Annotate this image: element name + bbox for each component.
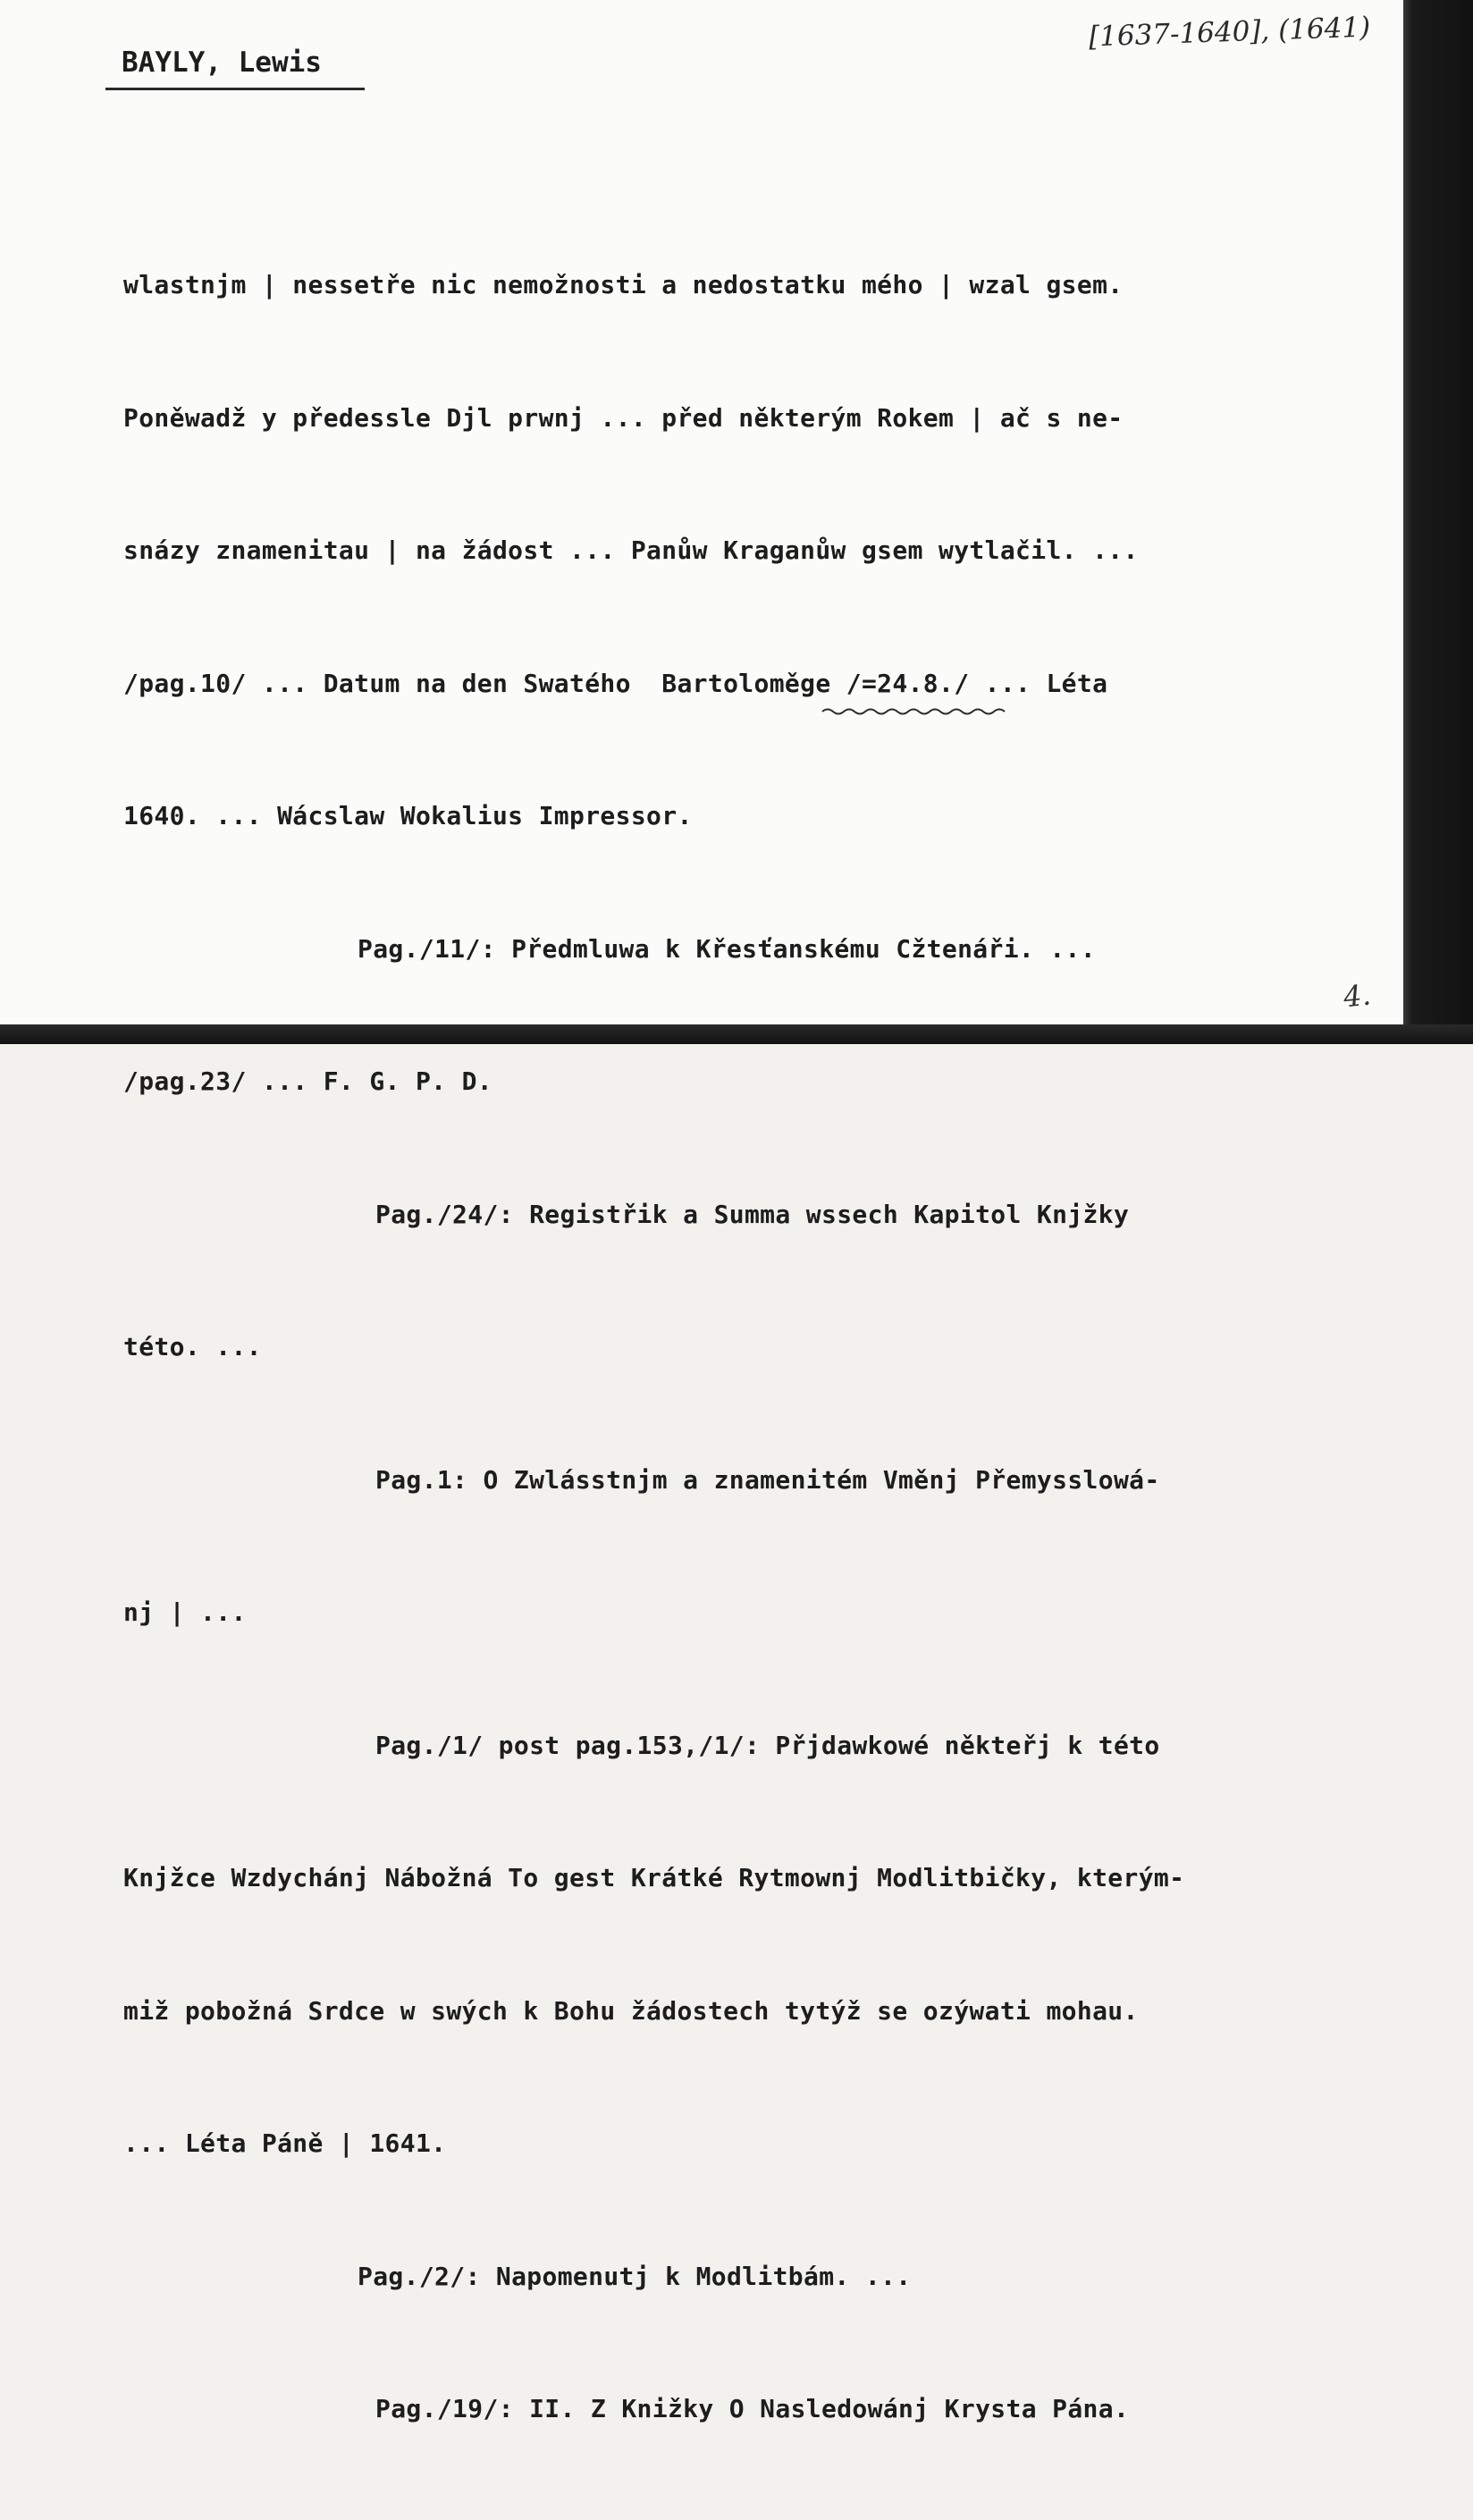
scan-border-bottom — [0, 1024, 1473, 1044]
text-line: Pag./19/: II. Z Knižky O Nasledowánj Krysta Pána. — [375, 2394, 1130, 2423]
text-line: Pag./11/: Předmluwa k Křesťanskému Cžtenáři. ... — [358, 933, 1096, 964]
text-line: 1640. ... Wácslaw Wokalius Impressor. — [123, 801, 693, 830]
heading-underline — [105, 88, 365, 90]
text-line: snázy znamenitau | na žádost ... Panůw Kraganůw gsem wytlačil. ... — [123, 535, 1139, 565]
handwritten-page-number: 4. — [1342, 977, 1373, 1015]
text-line: Pag./1/ post pag.153,/1/: Přjdawkowé někteřj k této — [375, 1730, 1160, 1760]
text-line: /pag.23/ ... F. G. P. D. — [123, 1066, 492, 1096]
text-line: Knjžce Wzdychánj Nábožná To gest Krátké Rytmownj Modlitbičky, kterým- — [123, 1863, 1185, 1892]
text-line: nj | ... — [123, 1597, 247, 1627]
text-line: Poněwadž y předessle Djl prwnj ... před některým Rokem | ač s ne- — [123, 402, 1124, 433]
scan-border-right — [1403, 0, 1473, 1044]
text-line: Pag./2/: Napomenutj k Modlitbám. ... — [358, 2261, 912, 2291]
text-line: /pag.10/ ... Datum na den Swatého Bartoloměge /=24.8./ ... Léta — [123, 668, 1108, 698]
text-line: ... Léta Páně | 1641. — [123, 2128, 447, 2158]
text-line: této. ... — [123, 1332, 262, 1361]
card-heading: BAYLY, Lewis — [122, 46, 322, 79]
text-line: wlastnjm | nessetře nic nemožnosti a nedostatku mého | wzal gsem. — [123, 270, 1124, 299]
wavy-underline-mark — [822, 707, 1001, 716]
handwritten-date-note: [1637-1640], (1641) — [1088, 11, 1371, 54]
text-line: Pag./24/: Registřik a Summa wssech Kapitol Knjžky — [375, 1199, 1130, 1229]
text-line: Pag.1: O Zwlásstnjm a znamenitém Vměnj Přemysslowá- — [375, 1464, 1160, 1495]
card-body-text — [123, 174, 1321, 2520]
text-line: miž pobožná Srdce w swých k Bohu žádostech tytýž se ozýwati mohau. — [123, 1995, 1139, 2026]
